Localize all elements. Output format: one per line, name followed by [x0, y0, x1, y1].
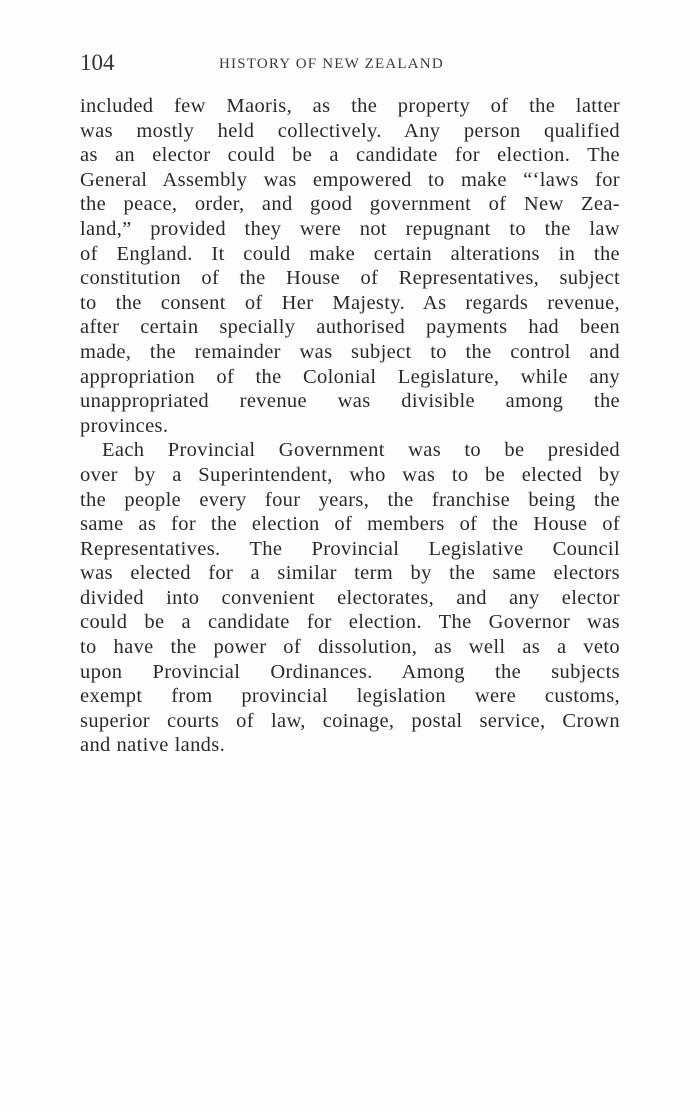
text-line: appropriation of the Colonial Legislature, while any: [80, 365, 620, 388]
text-line: the peace, order, and good government of New Zea-: [80, 193, 620, 216]
text-line: over by a Superintendent, who was to be elected by: [80, 463, 620, 486]
text-line: land,” provided they were not repugnant to the law: [80, 217, 620, 240]
text-line: superior courts of law, coinage, postal service, Crown: [80, 709, 620, 732]
running-head: [80, 48, 620, 78]
text-line: after certain specially authorised payments had been: [80, 316, 620, 339]
text-line: made, the remainder was subject to the control and: [80, 340, 620, 363]
text-line: same as for the election of members of the House of: [80, 513, 620, 536]
text-line: upon Provincial Ordinances. Among the subjects: [80, 660, 620, 683]
text-line: divided into convenient electorates, and any elector: [80, 586, 620, 609]
text-line: and native lands.: [80, 734, 226, 757]
text-line: to the consent of Her Majesty. As regards revenue,: [80, 291, 620, 314]
text-line: unappropriated revenue was divisible among the: [80, 390, 620, 413]
text-line: constitution of the House of Representatives, subject: [80, 267, 620, 290]
text-line: was elected for a similar term by the same electors: [80, 562, 620, 585]
text-line: provinces.: [80, 414, 169, 437]
text-line: of England. It could make certain alterations in the: [80, 242, 620, 265]
running-title: HISTORY OF NEW ZEALAND: [219, 56, 444, 72]
text-line: was mostly held collectively. Any person qualified: [80, 119, 620, 142]
text-line: Each Provincial Government was to be presided: [102, 439, 620, 462]
text-line: General Assembly was empowered to make “‘laws for: [80, 168, 620, 191]
text-line: could be a candidate for election. The Governor was: [80, 611, 620, 634]
paragraph-2: [80, 438, 620, 758]
text-line: included few Maoris, as the property of the latter: [80, 95, 620, 117]
text-line: exempt from provincial legislation were customs,: [80, 685, 620, 708]
paragraph-1: [80, 94, 620, 438]
body-text: [80, 94, 620, 758]
text-line: as an elector could be a candidate for election. The: [80, 144, 620, 167]
text-line: Representatives. The Provincial Legislative Council: [80, 537, 620, 560]
page-number: 104: [80, 50, 115, 75]
text-line: the people every four years, the franchise being the: [80, 488, 620, 511]
text-line: to have the power of dissolution, as well as a veto: [80, 636, 620, 659]
